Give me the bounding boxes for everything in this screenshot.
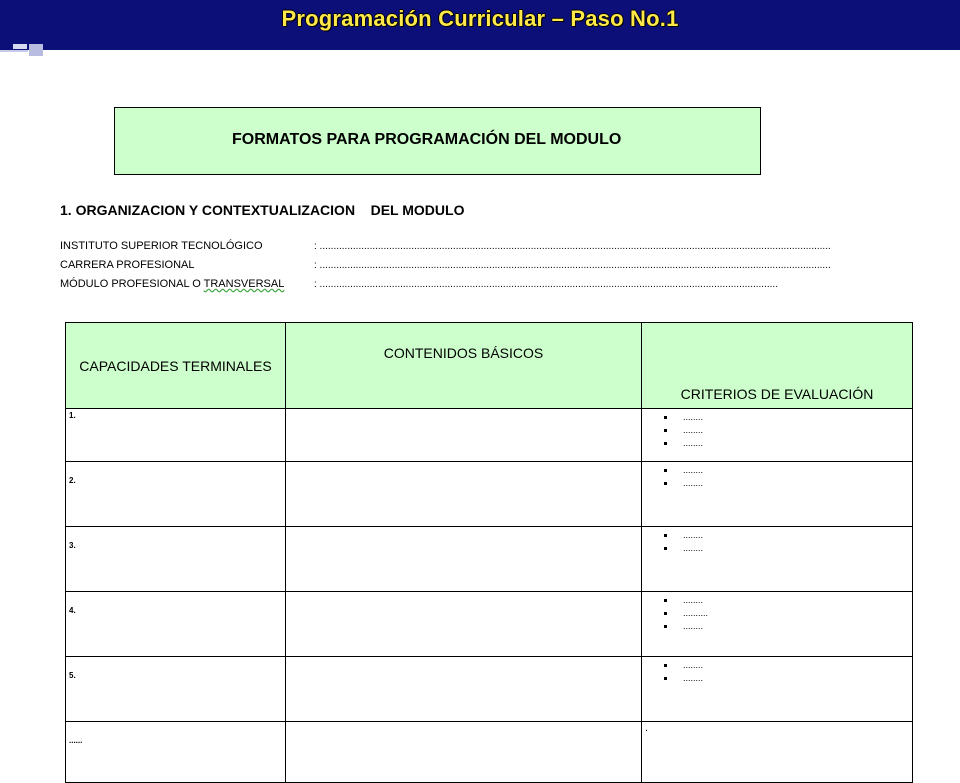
bullet-icon — [664, 442, 667, 445]
contenidos-cell — [286, 722, 642, 783]
page-title: Programación Curricular – Paso No.1 — [281, 6, 679, 31]
info-value: : ..................................................................................................................................................................... — [314, 279, 778, 290]
criteria-item: ........ — [664, 477, 912, 490]
header-capacidades: CAPACIDADES TERMINALES — [66, 323, 286, 409]
criteria-cell — [642, 527, 913, 592]
table-row — [66, 592, 913, 657]
criteria-item: ........ — [664, 411, 912, 424]
criteria-item: ........ — [664, 464, 912, 477]
bullet-icon — [664, 534, 667, 537]
bullet-icon — [664, 482, 667, 485]
criteria-item: ........ — [664, 672, 912, 685]
criteria-item: ........ — [664, 659, 912, 672]
row-number: ...... — [66, 722, 286, 783]
criteria-cell — [642, 592, 913, 657]
contenidos-cell — [286, 527, 642, 592]
bullet-icon — [664, 416, 667, 419]
info-label: INSTITUTO SUPERIOR TECNOLÓGICO — [60, 240, 263, 252]
bullet-icon — [664, 469, 667, 472]
info-value: : ........................................................................................................................................................................................ — [314, 260, 831, 271]
criteria-item: ........ — [664, 542, 912, 555]
bullet-icon — [664, 677, 667, 680]
info-label: CARRERA PROFESIONAL — [60, 259, 195, 271]
bullet-icon — [664, 547, 667, 550]
criteria-cell — [642, 409, 913, 462]
table-row — [66, 409, 913, 462]
row-number: 5. — [66, 657, 286, 722]
info-value: : ........................................................................................................................................................................................ — [314, 241, 831, 252]
row-number: 1. — [66, 409, 286, 462]
contenidos-cell — [286, 462, 642, 527]
title-bar-decoration — [0, 50, 28, 58]
bullet-icon — [664, 664, 667, 667]
criteria-item: ........ — [664, 437, 912, 450]
info-row-instituto — [60, 240, 831, 252]
format-title: FORMATOS PARA PROGRAMACIÓN DEL MODULO — [232, 131, 622, 148]
info-label — [60, 278, 314, 290]
info-row-carrera — [60, 259, 831, 271]
row-number: 4. — [66, 592, 286, 657]
criteria-item: .......... — [664, 607, 912, 620]
title-bar-decoration — [13, 44, 27, 49]
info-label-prefix: MÓDULO PROFESIONAL O — [60, 278, 204, 290]
section-heading: 1. ORGANIZACION Y CONTEXTUALIZACION DEL MODULO — [60, 202, 465, 218]
contenidos-cell — [286, 657, 642, 722]
table-row — [66, 462, 913, 527]
table-row — [66, 657, 913, 722]
table-row — [66, 527, 913, 592]
criteria-cell — [642, 462, 913, 527]
criteria-item: ........ — [664, 424, 912, 437]
bullet-icon — [664, 625, 667, 628]
table-header-row — [66, 323, 913, 409]
header-criterios: CRITERIOS DE EVALUACIÓN — [642, 323, 913, 409]
info-row-modulo — [60, 278, 778, 290]
bullet-icon — [664, 612, 667, 615]
criteria-item: ........ — [664, 529, 912, 542]
bullet-icon — [664, 599, 667, 602]
criteria-cell — [642, 657, 913, 722]
table-row — [66, 722, 913, 783]
title-bar — [0, 0, 960, 50]
header-contenidos: CONTENIDOS BÁSICOS — [286, 323, 642, 409]
row-number: 3. — [66, 527, 286, 592]
contenidos-cell — [286, 592, 642, 657]
criteria-item: ........ — [664, 594, 912, 607]
row-number: 2. — [66, 462, 286, 527]
title-bar-decoration — [29, 44, 43, 56]
module-table — [65, 322, 913, 783]
contenidos-cell — [286, 409, 642, 462]
spellcheck-word: TRANSVERSAL — [203, 278, 285, 290]
criteria-cell: . — [642, 722, 913, 783]
bullet-icon — [664, 429, 667, 432]
format-title-box — [114, 107, 761, 175]
criteria-item: ........ — [664, 620, 912, 633]
